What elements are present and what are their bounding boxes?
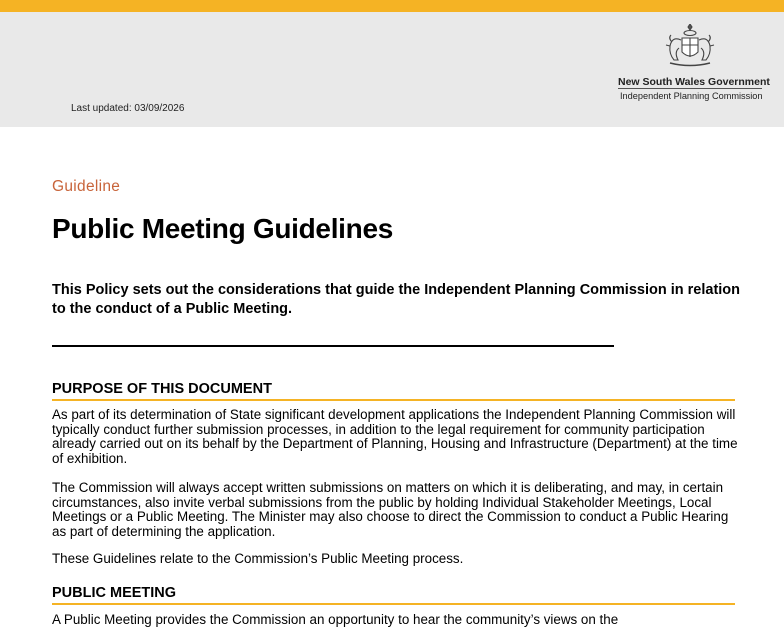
logo-divider — [618, 88, 762, 89]
last-updated: Last updated: 03/09/2026 — [71, 103, 185, 114]
section-heading-public-meeting: PUBLIC MEETING — [52, 585, 735, 605]
paragraph: As part of its determination of State significant development applications the Independent Planning Commission will typically conduct further submission processes, in addition to the legal requirement for community participation already carried out on its behalf by the Department of Planning, Housing and Infrastructure (Department) at the time of exhibition. — [52, 407, 738, 466]
nsw-coat-of-arms-icon — [662, 24, 718, 70]
paragraph: These Guidelines relate to the Commission’s Public Meeting process. — [52, 551, 464, 566]
paragraph: A Public Meeting provides the Commission an opportunity to hear the community’s views on the — [52, 612, 619, 627]
commission-name: Independent Planning Commission — [620, 91, 763, 101]
page-title: Public Meeting Guidelines — [52, 213, 393, 244]
document-type: Guideline — [52, 178, 121, 195]
nsw-government-logo — [610, 24, 770, 106]
paragraph: The Commission will always accept written submissions on matters on which it is deliberating, and may, in certain circumstances, also invite verbal submissions from the public by holding Individual Stakeholder Meetings, Local Meetings or a Public Meeting. The Minister may also choose to direct the Commission to conduct a Public Hearing as part of determining the application. — [52, 480, 729, 539]
intro-statement: This Policy sets out the considerations that guide the Independent Planning Commission in relation to the conduct of a Public Meeting. — [52, 282, 741, 317]
section-heading-purpose: PURPOSE OF THIS DOCUMENT — [52, 381, 735, 401]
separator-line — [52, 345, 614, 347]
government-name: New South Wales Government — [618, 76, 770, 88]
accent-bar — [0, 0, 784, 12]
